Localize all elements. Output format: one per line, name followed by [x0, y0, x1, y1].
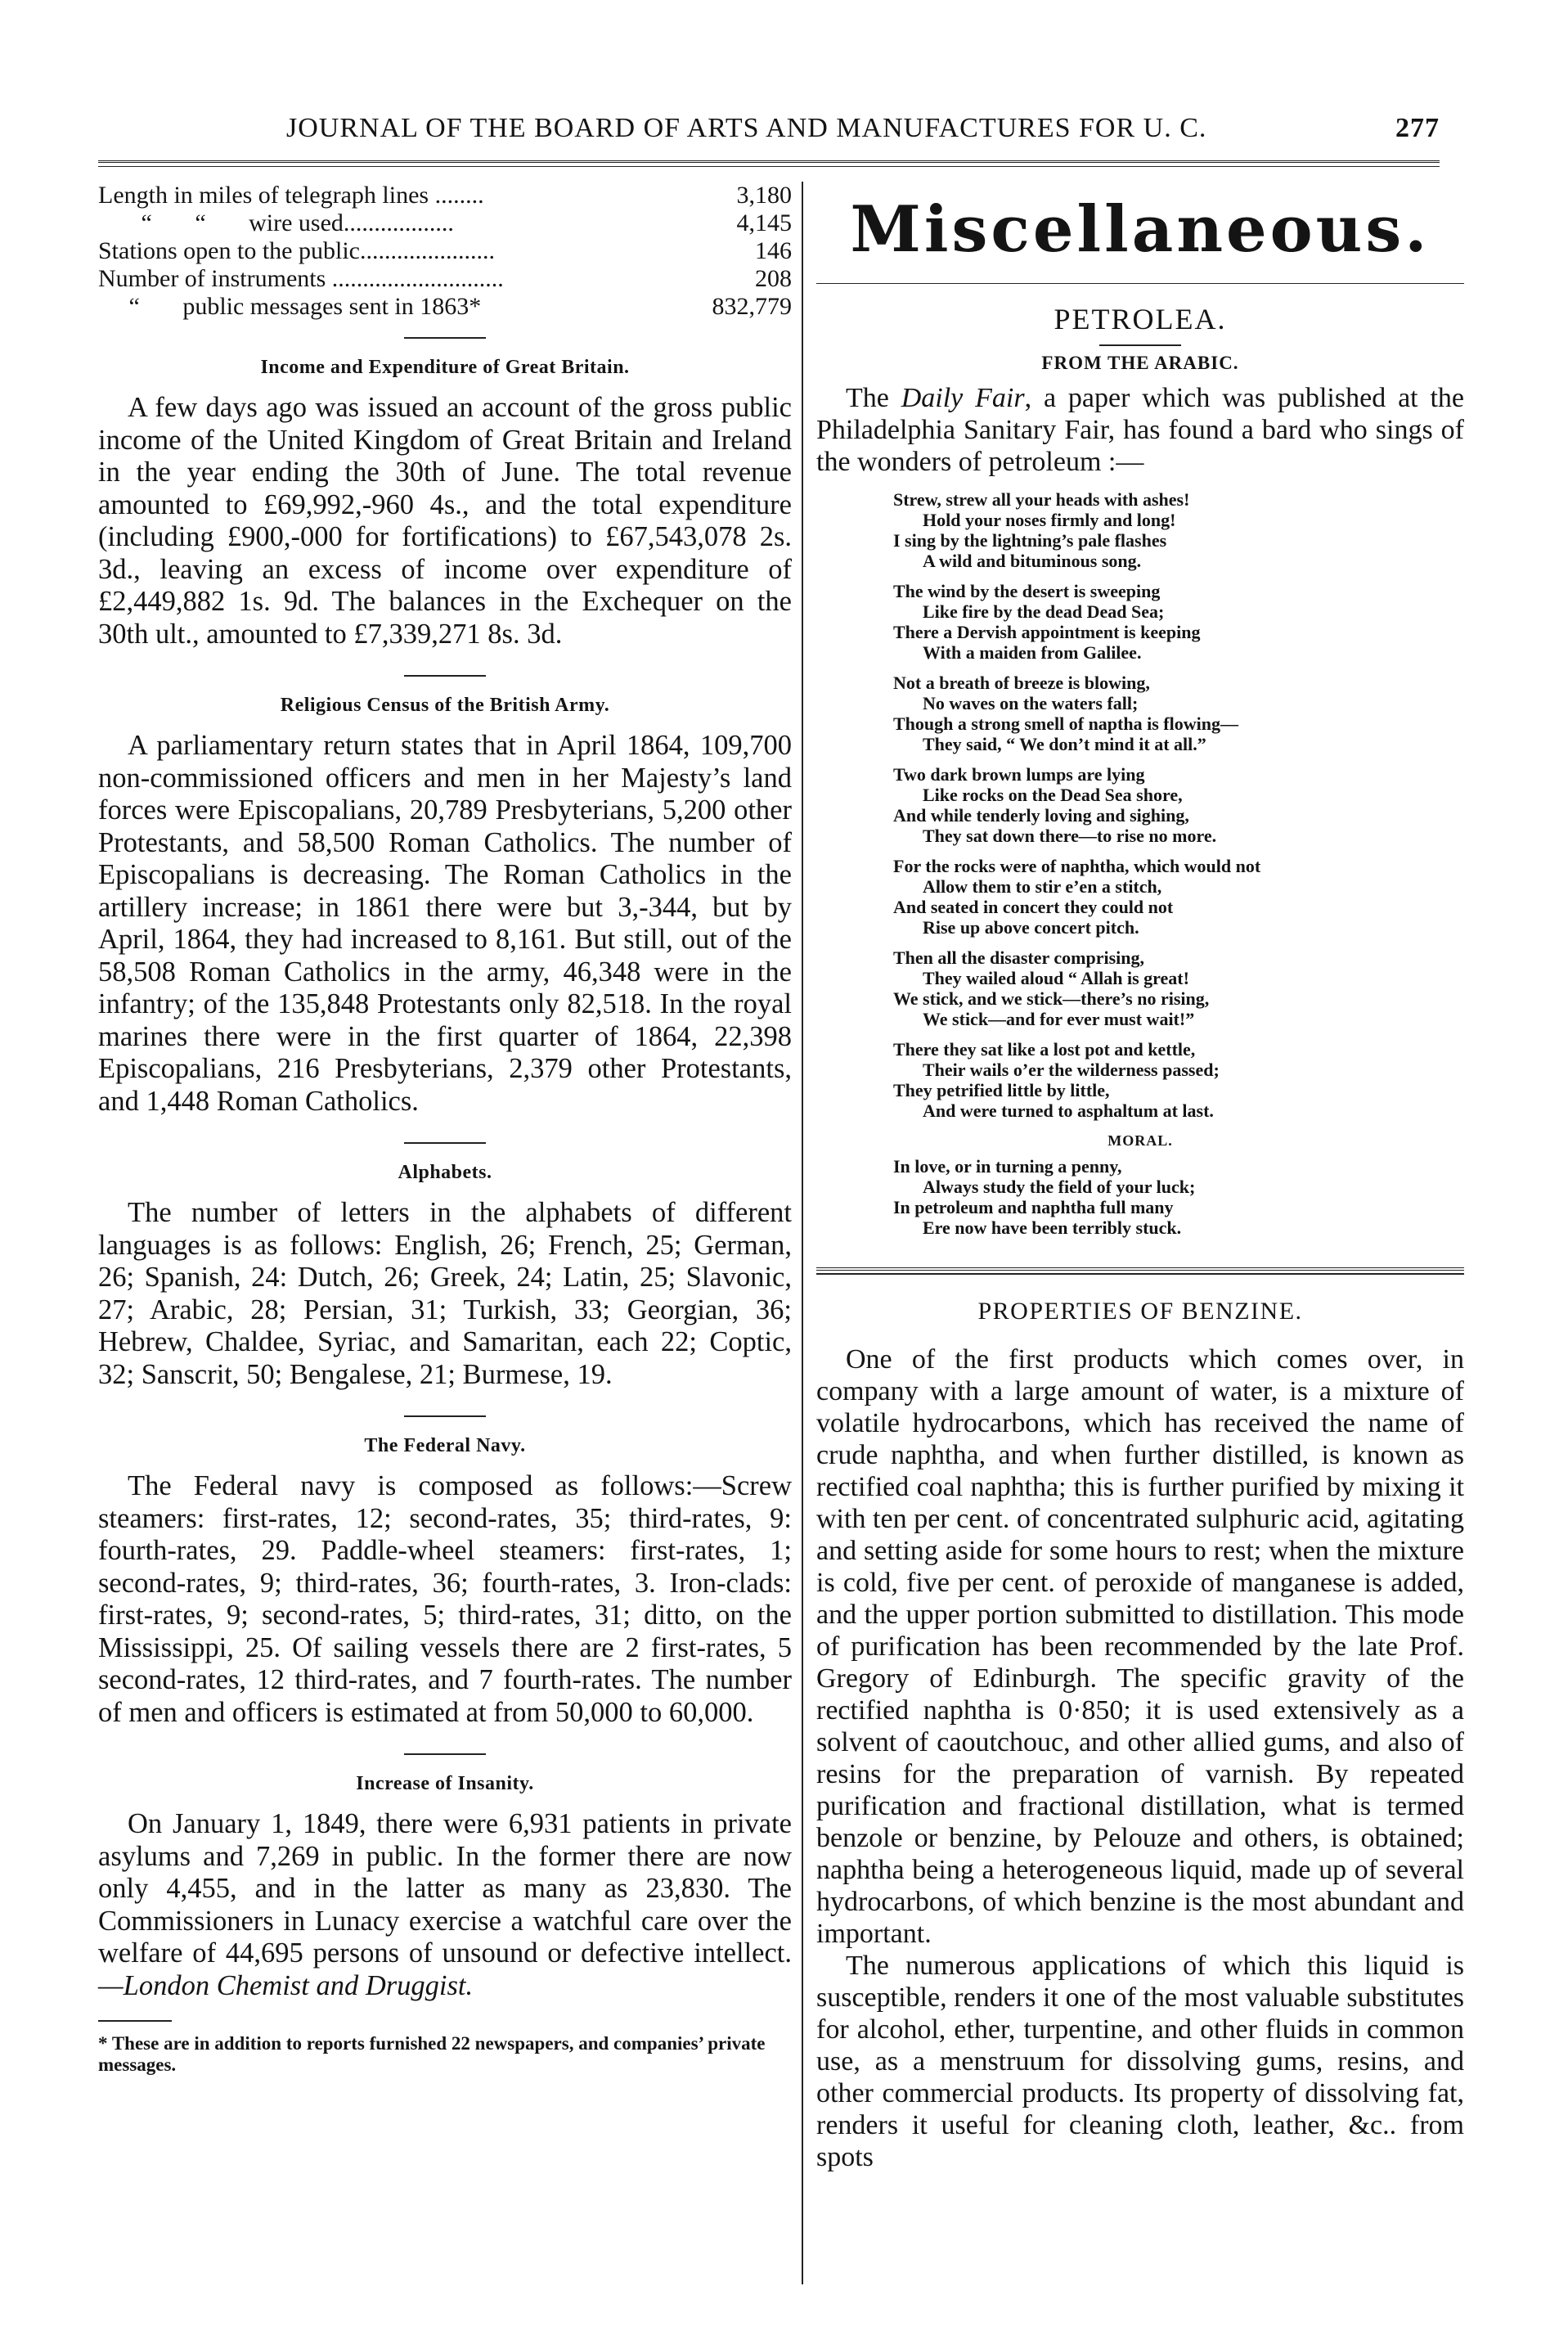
poem-line: They said, “ We don’t mind it at all.” — [923, 734, 1206, 754]
stats-row — [98, 209, 792, 237]
telegraph-stats-table — [98, 182, 792, 321]
section-rule — [404, 1415, 486, 1417]
poem-line: There a Dervish appointment is keeping — [893, 622, 1201, 642]
poem-line: And were turned to asphaltum at last. — [923, 1100, 1214, 1121]
poem-line: Then all the disaster comprising, — [893, 947, 1145, 968]
poem-line: For the rocks were of naphtha, which would not — [893, 856, 1261, 876]
poem-line: There they sat like a lost pot and kettle, — [893, 1039, 1196, 1060]
section-heading-navy: The Federal Navy. — [364, 1435, 526, 1456]
petrolea-from-line: FROM THE ARABIC. — [1041, 353, 1239, 373]
page-header — [98, 113, 1440, 152]
poem-line: No waves on the waters fall; — [923, 693, 1139, 713]
page-number: 277 — [1395, 113, 1440, 143]
stats-row — [98, 182, 792, 209]
navy-paragraph: The Federal navy is composed as follows:—Screw steamers: first-rates, 12; second-rates, 35; third-rates, 9: fourth-rates, 29. Paddle-wheel steamers: first-rates, 1; second-rates, 9; third-rates, 36; fourth-rates, 3. Iron-clads: first-rates, 9; second-rates, 5; third-rates, 31; ditto, on the Mississippi, 25. Of sailing vessels there are 2 first-rates, 5 second-rates, 12 third-rates, and 7 fourth-rates. The number of men and officers is estimated at from 50,000 to 60,000. — [98, 1470, 792, 1728]
petrolea-poem — [893, 489, 1464, 1238]
stats-row — [98, 265, 792, 293]
section-heading-alphabets: Alphabets. — [398, 1162, 492, 1183]
right-column — [816, 182, 1464, 2173]
petrolea-title: PETROLEA. — [1054, 303, 1227, 335]
stats-label: Number of instruments ............................ — [98, 265, 504, 292]
poem-line: Allow them to stir e’en a stitch, — [923, 876, 1162, 897]
poem-line: They petrified little by little, — [893, 1080, 1110, 1100]
stats-value: 832,779 — [712, 293, 792, 320]
poem-line: Like fire by the dead Dead Sea; — [923, 601, 1165, 622]
intro-prefix: The — [846, 383, 901, 413]
column-divider — [802, 182, 803, 2284]
poem-line: A wild and bituminous song. — [923, 551, 1142, 571]
poem-line: And seated in concert they could not — [893, 897, 1174, 917]
poem-line: Strew, strew all your heads with ashes! — [893, 489, 1190, 510]
poem-stanza — [893, 856, 1464, 938]
poem-line: Hold your noses firmly and long! — [923, 510, 1176, 530]
section-heading-insanity: Increase of Insanity. — [356, 1773, 534, 1794]
poem-stanza — [893, 1039, 1464, 1121]
poem-line: They sat down there—to rise no more. — [923, 826, 1217, 846]
poem-line: Though a strong smell of naptha is flowing— — [893, 713, 1238, 734]
poem-line: Two dark brown lumps are lying — [893, 764, 1145, 785]
stats-value: 3,180 — [736, 182, 792, 209]
stats-value: 4,145 — [736, 209, 792, 236]
poem-line: With a maiden from Galilee. — [923, 642, 1142, 663]
poem-line: In petroleum and naphtha full many — [893, 1197, 1174, 1217]
masthead-rule — [816, 283, 1464, 284]
footnote-rule — [98, 2020, 172, 2022]
miscellaneous-masthead: Miscellaneous. — [850, 192, 1431, 267]
poem-stanza — [893, 489, 1464, 571]
stats-value: 208 — [755, 265, 792, 292]
left-column — [98, 182, 792, 2076]
poem-moral — [893, 1156, 1464, 1238]
poem-line: Always study the field of your luck; — [923, 1177, 1196, 1197]
poem-stanza — [893, 673, 1464, 754]
intro-italic-title: Daily Fair — [901, 383, 1025, 413]
stats-row — [98, 237, 792, 265]
poem-stanza — [893, 764, 1464, 846]
stats-label: Stations open to the public...................... — [98, 237, 495, 264]
poem-line: Rise up above concert pitch. — [923, 917, 1139, 938]
title-rule — [1099, 344, 1181, 346]
poem-line: And while tenderly loving and sighing, — [893, 805, 1189, 826]
insanity-source: —London Chemist and Druggist. — [98, 1969, 474, 2001]
section-heading-income: Income and Expenditure of Great Britain. — [260, 357, 630, 378]
benzine-title: PROPERTIES OF BENZINE. — [977, 1298, 1303, 1325]
insanity-text: On January 1, 1849, there were 6,931 patients in private asylums and 7,269 in public. In the former there are now only 4,455, and in the latter as many as 23,830. The Commissioners in Lunacy exercise a watchful care over the welfare of 44,695 persons of unsound or defective intellect. — [98, 1808, 792, 1969]
section-rule — [404, 675, 486, 677]
poem-line: The wind by the desert is sweeping — [893, 581, 1161, 601]
poem-line: I sing by the lightning’s pale flashes — [893, 530, 1167, 551]
income-paragraph: A few days ago was issued an account of the gross public income of the United Kingdom of Great Britain and Ireland in the year ending the 30th of June. The total revenue amounted to £69,992,-960 4s., and the total expenditure (including £900,-000 for fortifications) to £67,543,078 2s. 3d., leaving an excess of income over expenditure of £2,449,882 1s. 9d. The balances in the Exchequer on the 30th ult., amounted to £7,339,271 8s. 3d. — [98, 392, 792, 650]
poem-line: Not a breath of breeze is blowing, — [893, 673, 1150, 693]
moral-heading: MORAL. — [1107, 1132, 1173, 1149]
poem-line: We stick, and we stick—there’s no rising, — [893, 988, 1210, 1009]
benzine-paragraph-1: One of the first products which comes over, in company with a large amount of water, is a mixture of volatile hydrocarbons, which has received the name of crude naphtha, and when further distilled, is known as rectified coal naphtha; this is further purified by mixing it with ten per cent. of concentrated sulphuric acid, agitating and setting aside for some hours to rest; when the mixture is cold, five per cent. of peroxide of manganese is added, and the upper portion submitted to distillation. This mode of purification has been recommended by the late Prof. Gregory of Edinburgh. The specific gravity of the rectified naphtha is 0·850; it is used extensively as a solvent of caoutchouc, and other allied gums, and also of resins for the preparation of varnish. By repeated purification and fractional distillation, what is termed benzole or benzine, by Pelouze and others, is obtained; naphtha being a heterogeneous liquid, made up of several hydrocarbons, of which benzine is the most abundant and important. — [816, 1344, 1464, 1949]
section-heading-religious: Religious Census of the British Army. — [280, 695, 610, 716]
insanity-paragraph — [98, 1808, 792, 2002]
benzine-paragraph-2: The numerous applications of which this liquid is susceptible, renders it one of the most valuable substitutes for alcohol, ether, turpentine, and other fluids in common use, as a menstruum for dissolving gums, resins, and other commercial products. Its property of dissolving fat, renders it useful for cleaning cloth, leather, &c.. from spots — [816, 1951, 1464, 2172]
poem-stanza — [893, 947, 1464, 1029]
poem-line: Their wails o’er the wilderness passed; — [923, 1060, 1220, 1080]
poem-line: Ere now have been terribly stuck. — [923, 1217, 1182, 1238]
poem-line: Like rocks on the Dead Sea shore, — [923, 785, 1183, 805]
religious-paragraph: A parliamentary return states that in April 1864, 109,700 non-commissioned officers and men in her Majesty’s land forces were Episcopalians, 20,789 Presbyterians, 5,200 other Protestants, and 58,500 Roman Catholics. The number of Episcopalians is decreasing. The Roman Catholics in the artillery increase; in 1861 there were but 3,-344, but by April, 1864, they had increased to 8,161. But still, out of the 58,508 Roman Catholics in the army, 46,348 were in the infantry; of the 135,848 Protestants only 82,518. In the royal marines there were in the first quarter of 1864, 22,398 Episcopalians, 216 Presbyterians, 2,379 other Protestants, and 1,448 Roman Catholics. — [98, 730, 792, 1117]
running-title: JOURNAL OF THE BOARD OF ARTS AND MANUFACTURES FOR U. C. — [286, 113, 1207, 143]
poem-stanza — [893, 581, 1464, 663]
poem-line: In love, or in turning a penny, — [893, 1156, 1122, 1177]
alphabets-paragraph: The number of letters in the alphabets of different languages is as follows: English, 26; French, 25; German, 26; Spanish, 24: Dutch, 26; Greek, 24; Latin, 25; Slavonic, 27; Arabic, 28; Persian, 31; Turkish, 33; Georgian, 36; Hebrew, Chaldee, Syriac, and Samaritan, each 22; Coptic, 32; Sanscrit, 50; Bengalese, 21; Burmese, 19. — [98, 1197, 792, 1390]
section-rule — [404, 337, 486, 339]
stats-label: “ “ wire used.................. — [98, 209, 454, 236]
poem-line: They wailed aloud “ Allah is great! — [923, 968, 1189, 988]
poem-line: We stick—and for ever must wait!” — [923, 1009, 1195, 1029]
intro-suffix: , a paper which was published at the Philadelphia Sanitary Fair, has found a bard who sings of the wonders of petroleum :— — [816, 383, 1465, 477]
stats-row — [98, 293, 792, 321]
footnote: * These are in addition to reports furnished 22 newspapers, and companies’ private messages. — [98, 2033, 766, 2075]
article-separator — [816, 1267, 1464, 1275]
stats-label: “ public messages sent in 1863* — [98, 293, 482, 320]
header-rule — [98, 160, 1440, 167]
petrolea-intro — [816, 382, 1464, 478]
stats-value: 146 — [755, 237, 792, 264]
stats-label: Length in miles of telegraph lines ........ — [98, 182, 484, 209]
section-rule — [404, 1142, 486, 1144]
section-rule — [404, 1753, 486, 1755]
